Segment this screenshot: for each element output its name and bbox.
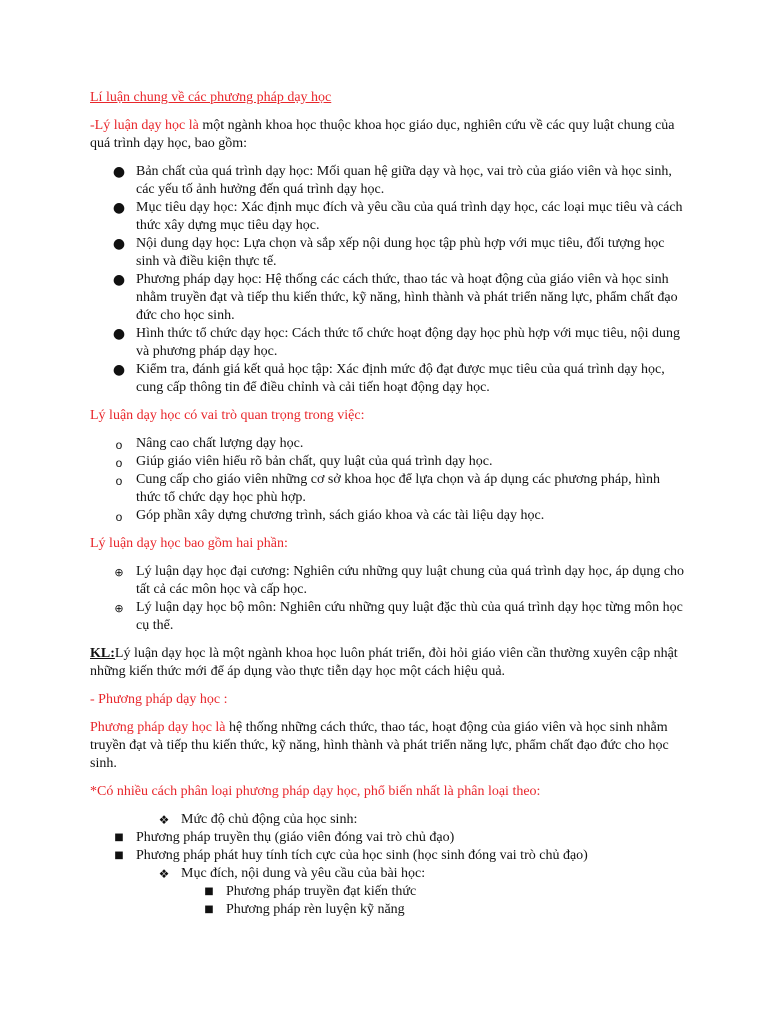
square-icon: ■ [204,904,214,915]
open-circle-icon: o [115,510,123,524]
square-icon: ■ [204,886,214,897]
intro-paragraph [90,117,685,153]
list-item: ● Nội dung dạy học: Lựa chọn và sắp xếp nội dung học tập phù hợp với mục tiêu, đối tượng học sinh và điều kiện thực tế. [112,236,665,269]
document-body [90,89,685,919]
conclusion-paragraph [90,645,685,681]
square-icon: ■ [114,832,124,843]
criterion-2: ❖ Mục đích, nội dung và yêu cầu của bài học: [90,865,685,883]
list-item: ● Bản chất của quá trình dạy học: Mối quan hệ giữa dạy và học, vai trò của giáo viên và học sinh, các yếu tố ảnh hưởng đến quá trình dạy học. [112,164,672,197]
list-item: o Nâng cao chất lượng dạy học. [90,435,685,453]
classification-heading: *Có nhiều cách phân loại phương pháp dạy học, phổ biến nhất là phân loại theo: [90,784,541,799]
open-circle-icon: o [115,456,123,470]
bullet-dot-icon: ● [112,164,126,180]
list-item: ● Hình thức tổ chức dạy học: Cách thức tổ chức hoạt động dạy học phù hợp với mục tiêu, nội dung và phương pháp dạy học. [112,326,680,359]
document-title: Lí luận chung về các phương pháp dạy học [90,90,332,105]
open-circle-icon: o [115,474,123,488]
list-item: ● Kiểm tra, đánh giá kết quả học tập: Xác định mức độ đạt được mục tiêu của quá trình dạy học, cung cấp thông tin để điều chỉnh và cải tiến hoạt động dạy học. [112,362,665,395]
circle-plus-icon: ⊕ [114,566,124,579]
list-item: ⊕ Lý luận dạy học đại cương: Nghiên cứu những quy luật chung của quá trình dạy học, áp dụng cho tất cả các môn học và cấp học. [90,563,685,599]
open-circle-icon: o [115,438,123,452]
roles-list [90,435,685,525]
criterion-1: ❖ Mức độ chủ động của học sinh: [90,811,685,829]
method-definition [90,719,685,773]
parts-heading: Lý luận dạy học bao gồm hai phần: [90,536,288,551]
list-item: ● Mục tiêu dạy học: Xác định mục đích và yêu cầu của quá trình dạy học, các loại mục tiêu và cách thức xây dựng mục tiêu dạy học. [112,200,683,233]
conclusion-label: KL: [90,646,115,661]
square-icon: ■ [114,850,124,861]
bullet-dot-icon: ● [112,200,126,216]
diamond-icon: ❖ [158,813,170,827]
method-text: hệ thống những cách thức, thao tác, hoạt động của giáo viên và học sinh nhằm truyền đạt và tiếp thu kiến thức, kỹ năng, hình thành và phát triển năng lực, phẩm chất đạo đức cho học sinh. [90,720,669,771]
bullet-dot-icon: ● [112,272,126,288]
method-highlight: Phương pháp dạy học là [90,720,226,735]
intro-highlight: -Lý luận dạy học là [90,118,199,133]
bullet-dot-icon: ● [112,236,126,252]
list-item: o Cung cấp cho giáo viên những cơ sở khoa học để lựa chọn và áp dụng các phương pháp, hình thức tổ chức dạy học phù hợp. [90,471,685,507]
criterion-2-list [90,883,685,919]
bullet-dot-icon: ● [112,362,126,378]
conclusion-text: Lý luận dạy học là một ngành khoa học luôn phát triển, đòi hỏi giáo viên cần thường xuyên cập nhật những kiến thức mới để áp dụng vào thực tiễn dạy học một cách hiệu quả. [90,646,678,679]
list-item: ■ Phương pháp rèn luyện kỹ năng [90,901,685,919]
diamond-icon: ❖ [158,867,170,881]
list-item: o Giúp giáo viên hiểu rõ bản chất, quy luật của quá trình dạy học. [90,453,685,471]
components-list [90,163,685,397]
bullet-dot-icon: ● [112,326,126,342]
list-item: ■ Phương pháp truyền đạt kiến thức [90,883,685,901]
criterion-1-list [90,829,685,865]
method-heading: - Phương pháp dạy học : [90,692,228,707]
list-item: o Góp phần xây dựng chương trình, sách giáo khoa và các tài liệu dạy học. [90,507,685,525]
parts-list [90,563,685,635]
list-item: ■ Phương pháp truyền thụ (giáo viên đóng vai trò chủ đạo) [90,829,685,847]
circle-plus-icon: ⊕ [114,602,124,615]
list-item: ■ Phương pháp phát huy tính tích cực của học sinh (học sinh đóng vai trò chủ đạo) [90,847,685,865]
list-item: ⊕ Lý luận dạy học bộ môn: Nghiên cứu những quy luật đặc thù của quá trình dạy học từng môn học cụ thể. [90,599,685,635]
list-item: ● Phương pháp dạy học: Hệ thống các cách thức, thao tác và hoạt động của giáo viên và học sinh nhằm truyền đạt và tiếp thu kiến thức, kỹ năng, hình thành và phát triển năng lực, phẩm chất đạo đức cho học sinh. [112,272,678,323]
intro-text: một ngành khoa học thuộc khoa học giáo dục, nghiên cứu về các quy luật chung của quá trình dạy học, bao gồm: [90,118,675,151]
role-heading: Lý luận dạy học có vai trò quan trọng trong việc: [90,408,365,423]
